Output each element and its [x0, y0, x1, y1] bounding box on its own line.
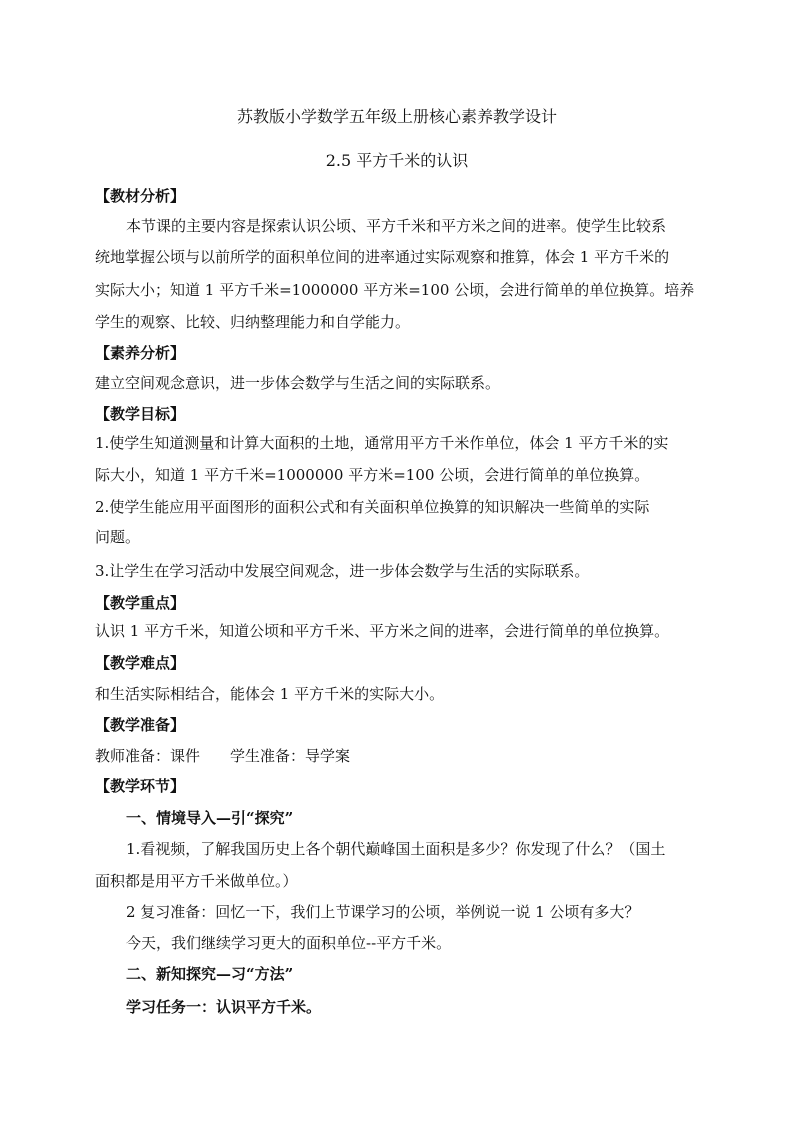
section-heading-key-points: 【教学重点】 [95, 594, 186, 612]
paragraph-line: 问题。 [95, 528, 141, 546]
section-heading-teaching-goals: 【教学目标】 [95, 405, 186, 423]
paragraph-line: 1.看视频，了解我国历史上各个朝代巅峰国土面积是多少？你发现了什么？（国土 [126, 840, 666, 858]
section-heading-textbook-analysis: 【教材分析】 [95, 187, 186, 205]
paragraph-line: 和生活实际相结合，能体会 1 平方千米的实际大小。 [95, 685, 445, 703]
paragraph-line: 2.使学生能应用平面图形的面积公式和有关面积单位换算的知识解决一些简单的实际 [95, 498, 650, 516]
paragraph-line: 学生的观察、比较、归纳整理能力和自学能力。 [95, 313, 411, 331]
paragraph-line: 建立空间观念意识，进一步体会数学与生活之间的实际联系。 [95, 374, 501, 392]
paragraph-line: 今天，我们继续学习更大的面积单位--平方千米。 [126, 934, 452, 952]
section-heading-literacy-analysis: 【素养分析】 [95, 344, 186, 362]
paragraph-line: 本节课的主要内容是探索认识公顷、平方千米和平方米之间的进率。使学生比较系 [126, 217, 667, 235]
process-part1-heading: 一、情境导入—引“探究” [126, 809, 294, 827]
section-heading-process: 【教学环节】 [95, 777, 186, 795]
paragraph-line: 实际大小；知道 1 平方千米=1000000 平方米=100 公顷，会进行简单的单位换算。培养 [95, 281, 695, 299]
paragraph-line: 3.让学生在学习活动中发展空间观念，进一步体会数学与生活的实际联系。 [95, 562, 590, 580]
section-heading-preparation: 【教学准备】 [95, 716, 186, 734]
preparation-line [95, 745, 715, 767]
teacher-preparation: 教师准备：课件 [95, 747, 201, 765]
paragraph-line: 面积都是用平方千米做单位。） [95, 872, 298, 890]
process-part2-heading: 二、新知探究—习“方法” [126, 965, 294, 983]
document-title: 苏教版小学数学五年级上册核心素养教学设计 [236, 107, 557, 126]
paragraph-line: 1.使学生知道测量和计算大面积的土地，通常用平方千米作单位，体会 1 平方千米的实 [95, 434, 669, 452]
paragraph-line: 认识 1 平方千米，知道公顷和平方千米、平方米之间的进率，会进行简单的单位换算。 [95, 622, 670, 640]
paragraph-line: 际大小，知道 1 平方千米=1000000 平方米=100 公顷，会进行简单的单位换算。 [95, 466, 650, 484]
paragraph-line: 统地掌握公顷与以前所学的面积单位间的进率通过实际观察和推算，体会 1 平方千米的 [95, 248, 670, 266]
paragraph-line: 2 复习准备：回忆一下，我们上节课学习的公顷，举例说一说 1 公顷有多大？ [126, 903, 640, 921]
section-heading-difficult-points: 【教学难点】 [95, 654, 186, 672]
student-preparation: 学生准备：导学案 [230, 747, 351, 765]
document-subtitle: 2.5 平方千米的认识 [325, 151, 469, 170]
learning-task-1: 学习任务一：认识平方千米。 [126, 998, 322, 1016]
